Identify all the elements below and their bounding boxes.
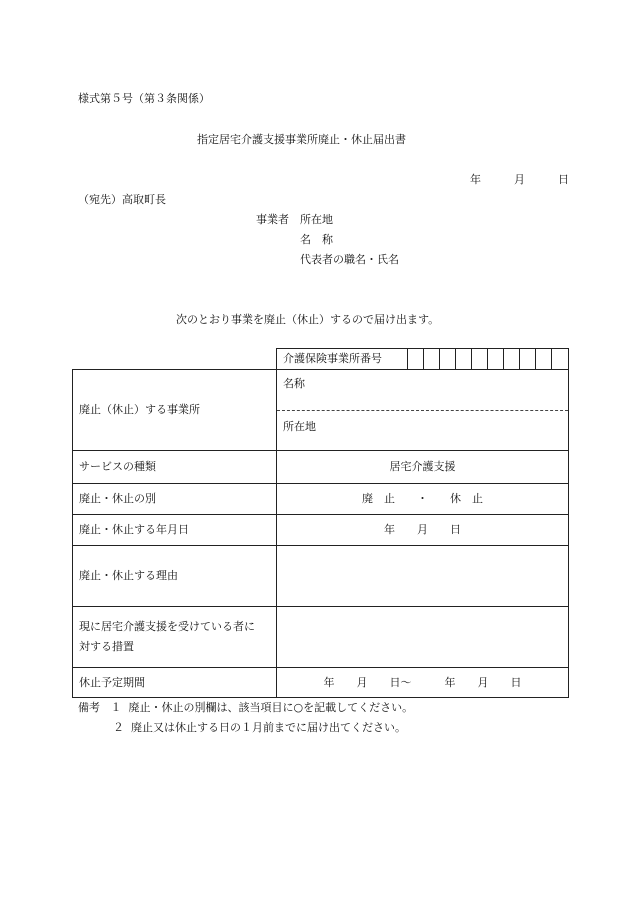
service-type-label: サービスの種類: [73, 451, 277, 484]
office-number-box[interactable]: [407, 349, 423, 369]
office-number-box[interactable]: [519, 349, 535, 369]
note-1: [78, 698, 413, 718]
reason-label: 廃止・休止する理由: [73, 546, 277, 607]
distinction-label: 廃止・休止の別: [73, 484, 277, 515]
measures-label-line2: 対する措置: [79, 640, 134, 653]
page-title: 指定居宅介護支援事業所廃止・休止届出書: [197, 133, 406, 146]
date-year-label: 年: [470, 173, 481, 186]
notification-table: [72, 348, 569, 698]
note-2-text: 廃止又は休止する日の１月前までに届け出てください。: [131, 721, 406, 734]
intro-text: 次のとおり事業を廃止（休止）するので届け出ます。: [176, 313, 440, 326]
office-number-box[interactable]: [487, 349, 503, 369]
office-number-box[interactable]: [551, 349, 567, 369]
reason-field[interactable]: [277, 546, 569, 607]
form-number: 様式第５号（第３条関係）: [78, 92, 210, 105]
operator-label: 事業者: [256, 213, 289, 226]
measures-label-line1: 現に居宅介護支援を受けている者に: [79, 620, 255, 633]
note-2-number: ２: [113, 721, 124, 734]
note-1-number: １: [110, 701, 122, 714]
notes-heading: 備考: [78, 701, 100, 714]
date-day-label: 日: [558, 173, 569, 186]
measures-label: [73, 607, 277, 668]
date-value[interactable]: 年 月 日: [277, 515, 569, 546]
office-detail-cell[interactable]: [277, 370, 569, 451]
note-1-text: 廃止・休止の別欄は、該当項目に○を記載してください。: [128, 701, 414, 714]
office-number-box[interactable]: [423, 349, 439, 369]
office-number-box[interactable]: [471, 349, 487, 369]
period-label: 休止予定期間: [73, 668, 277, 698]
addressee: （宛先）高取町長: [78, 193, 166, 206]
office-number-boxes[interactable]: [407, 349, 567, 369]
period-value[interactable]: 年 月 日～ 年 月 日: [277, 668, 569, 698]
date-month-label: 月: [514, 173, 525, 186]
office-number-box[interactable]: [439, 349, 455, 369]
office-number-box[interactable]: [535, 349, 551, 369]
service-type-value: 居宅介護支援: [277, 451, 569, 484]
address-label: 所在地: [300, 213, 333, 226]
office-address-label: 所在地: [283, 420, 316, 433]
distinction-value[interactable]: 廃 止 ・ 休 止: [277, 484, 569, 515]
date-label: 廃止・休止する年月日: [73, 515, 277, 546]
dashed-divider: [277, 410, 568, 411]
office-number-label: 介護保険事業所番号: [283, 352, 382, 365]
office-number-box[interactable]: [455, 349, 471, 369]
name-label: 名 称: [300, 233, 333, 246]
note-2: [78, 718, 413, 738]
office-number-cell: [277, 349, 569, 370]
representative-label: 代表者の職名・氏名: [300, 253, 399, 266]
submission-date: [470, 171, 569, 187]
office-number-box[interactable]: [503, 349, 519, 369]
measures-field[interactable]: [277, 607, 569, 668]
office-name-label: 名称: [283, 377, 305, 390]
office-label: 廃止（休止）する事業所: [73, 370, 277, 451]
notes: [78, 698, 413, 738]
